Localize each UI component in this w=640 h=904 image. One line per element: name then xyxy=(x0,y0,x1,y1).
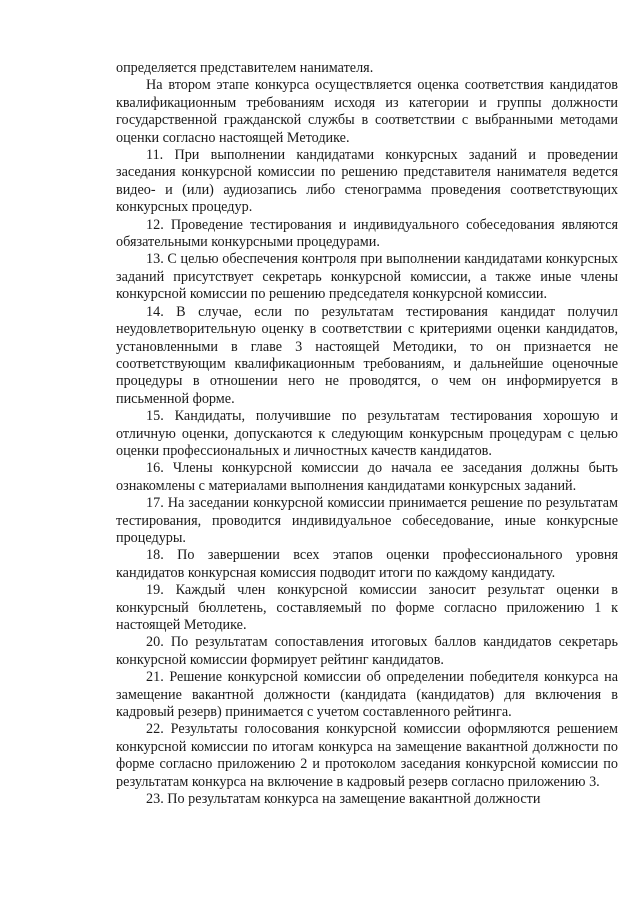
paragraph-15: 15. Кандидаты, получившие по результатам тестирования хорошую и отличную оценки, допускаются к следующим конкурсным процедурам с целью оценки профессиональных и личностных качеств кандидатов. xyxy=(116,408,618,459)
document-page xyxy=(116,60,618,808)
paragraph-11: 11. При выполнении кандидатами конкурсных заданий и проведении заседания конкурсной комиссии по решению представителя нанимателя ведется видео- и (или) аудиозапись либо стенограмма проведения соответствующих конкурсных процедур. xyxy=(116,147,618,216)
paragraph-16: 16. Члены конкурсной комиссии до начала ее заседания должны быть ознакомлены с материалами выполнения кандидатами конкурсных заданий. xyxy=(116,460,618,494)
paragraph-continuation: определяется представителем нанимателя. xyxy=(116,60,374,76)
paragraph-18: 18. По завершении всех этапов оценки профессионального уровня кандидатов конкурсная комиссия подводит итоги по каждому кандидату. xyxy=(116,547,618,581)
paragraph-21: 21. Решение конкурсной комиссии об определении победителя конкурса на замещение вакантной должности (кандидата (кандидатов) для включения в кадровый резерв) принимается с учетом составленного рейтинга. xyxy=(116,669,618,721)
paragraph-23: 23. По результатам конкурса на замещение вакантной должности xyxy=(146,791,541,808)
paragraph-14: 14. В случае, если по результатам тестирования кандидат получил неудовлетворительную оценку в соответствии с критериями оценки кандидатов, установленными в главе 3 настоящей Методики, то он признается не соответствующим квалификационным требованиям, и дальнейшие оценочные процедуры в отношении него не проводятся, о чем он информируется в письменной форме. xyxy=(116,303,618,407)
paragraph-second-stage: На втором этапе конкурса осуществляется оценка соответствия кандидатов квалификационным требованиям исходя из категории и группы должности государственной гражданской службы в соответствии с выбранными методами оценки согласно настоящей Методике. xyxy=(116,77,618,146)
paragraph-12: 12. Проведение тестирования и индивидуального собеседования являются обязательными конкурсными процедурами. xyxy=(116,216,618,251)
paragraph-17: 17. На заседании конкурсной комиссии принимается решение по результатам тестирования, проводится индивидуальное собеседование, иные конкурсные процедуры. xyxy=(116,495,618,546)
paragraph-19: 19. Каждый член конкурсной комиссии заносит результат оценки в конкурсный бюллетень, составляемый по форме согласно приложению 1 к настоящей Методике. xyxy=(116,582,618,633)
paragraph-13: 13. С целью обеспечения контроля при выполнении кандидатами конкурсных заданий присутствует секретарь конкурсной комиссии, а также иные члены конкурсной комиссии по решению председателя конкурсной комиссии. xyxy=(116,251,618,303)
paragraph-20: 20. По результатам сопоставления итоговых баллов кандидатов секретарь конкурсной комиссии формирует рейтинг кандидатов. xyxy=(116,634,618,668)
paragraph-22: 22. Результаты голосования конкурсной комиссии оформляются решением конкурсной комиссии по итогам конкурса на замещение вакантной должности по форме согласно приложению 2 и протоколом заседания конкурсной комиссии по результатам конкурса на включение в кадровый резерв согласно приложению 3. xyxy=(116,721,618,790)
